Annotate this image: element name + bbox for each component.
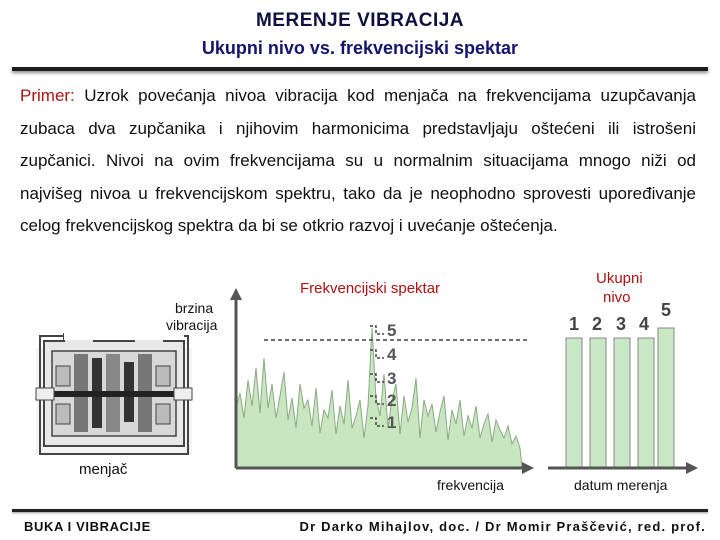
y-axis-label-line1: brzina bbox=[175, 300, 214, 316]
spectrum-plot bbox=[224, 288, 534, 478]
overall-bar-label-2: 2 bbox=[592, 314, 603, 334]
overall-x-label: datum merenja bbox=[574, 477, 668, 493]
spectrum-level-2: 2 bbox=[387, 391, 397, 410]
gearbox-label: menjač bbox=[79, 461, 128, 478]
overall-bar-4 bbox=[638, 338, 654, 468]
overall-bar-5 bbox=[658, 328, 674, 468]
overall-bar-label-1: 1 bbox=[569, 314, 580, 334]
footer-course: BUKA I VIBRACIJE bbox=[24, 519, 151, 534]
overall-bar-label-3: 3 bbox=[616, 314, 627, 334]
overall-bar-1 bbox=[566, 338, 582, 468]
spectrum-title: Frekvencijski spektar bbox=[300, 280, 441, 297]
overall-bar-2 bbox=[590, 338, 606, 468]
overall-title-line2: nivo bbox=[603, 289, 631, 306]
overall-bar-3 bbox=[614, 338, 630, 468]
y-axis-label-line2: vibracija bbox=[166, 317, 218, 333]
footer-authors: Dr Darko Mihajlov, doc. / Dr Momir Praščević, red. prof. bbox=[299, 519, 706, 534]
spectrum-level-1: 1 bbox=[387, 413, 397, 432]
body-paragraph bbox=[20, 80, 696, 243]
overall-bar-label-5: 5 bbox=[661, 300, 672, 320]
overall-bar-label-4: 4 bbox=[639, 314, 650, 334]
spectrum-area bbox=[236, 328, 522, 468]
example-label: Primer: bbox=[20, 86, 75, 105]
example-text: Uzrok povećanja nivoa vibracija kod menjača na frekvencijama uzupčavanja zubaca dva zupčanika i njihovim harmonicima predstavljaju oštećeni ili istrošeni zupčanici. Nivoi na ovim frekvencijama su u normalnim situacijama mnogo niži od najvišeg nivoa u frekvencijskom spektru, tako da je neophodno sprovesti upoređivanje celog frekvencijskog spektra da bi se otkrio razvoj i uvećanje oštećenja. bbox=[20, 86, 696, 235]
header-divider bbox=[12, 67, 708, 71]
page-subtitle: Ukupni nivo vs. frekvencijski spektar bbox=[201, 38, 519, 58]
page-title: MERENJE VIBRACIJA bbox=[255, 10, 465, 31]
overall-bars bbox=[566, 328, 674, 468]
spectrum-x-label: frekvencija bbox=[437, 477, 504, 493]
overall-title-line1: Ukupni bbox=[596, 270, 643, 287]
spectrum-level-3: 3 bbox=[387, 369, 397, 388]
footer-divider bbox=[12, 509, 708, 512]
spectrum-level-4: 4 bbox=[387, 345, 397, 364]
spectrum-level-5: 5 bbox=[387, 321, 397, 340]
